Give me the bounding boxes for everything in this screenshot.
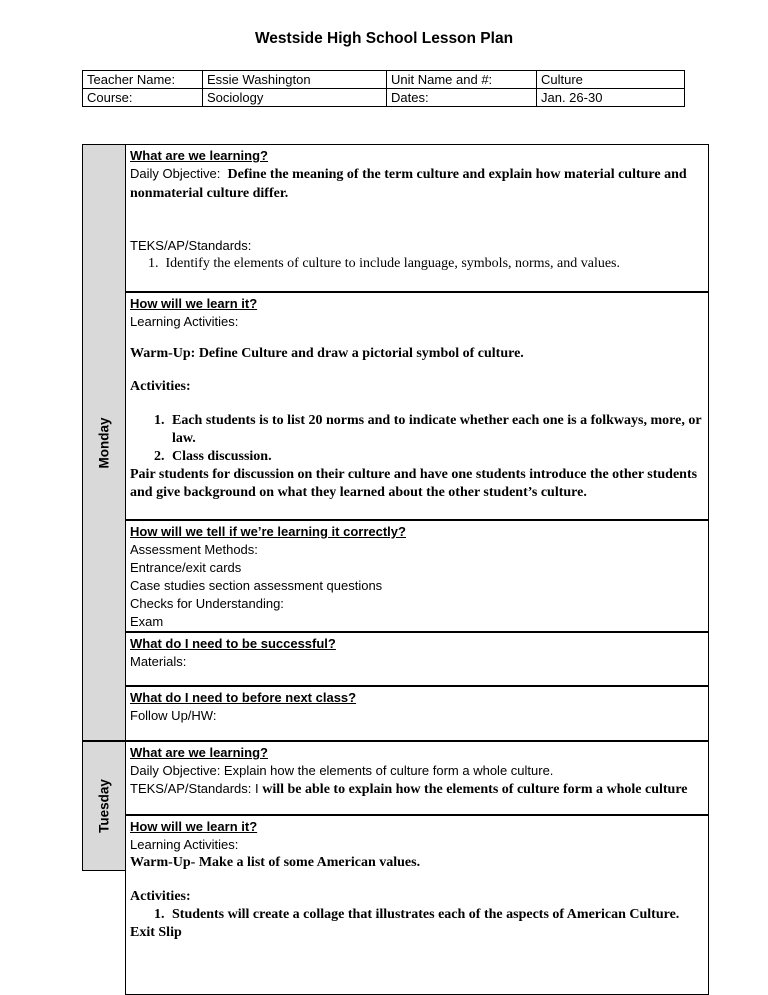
monday-assess-item: Case studies section assessment questions <box>130 578 383 593</box>
monday-activities-heading: Activities: <box>130 379 191 394</box>
monday-standards-label: TEKS/AP/Standards: <box>130 238 252 253</box>
tuesday-side-label <box>82 741 126 871</box>
unit-value: Culture <box>537 71 685 89</box>
tuesday-standards <box>130 780 704 799</box>
monday-how-heading: How will we learn it? <box>130 296 258 311</box>
monday-next-heading: What do I need to before next class? <box>130 690 357 705</box>
dates-value: Jan. 26-30 <box>537 89 685 107</box>
monday-how-section <box>125 292 709 520</box>
monday-assess-heading: How will we tell if we’re learning it correctly? <box>130 524 406 539</box>
monday-objective-label: Daily Objective: <box>130 166 221 181</box>
header-table <box>82 70 685 107</box>
monday-activity-2: 2. Class discussion. <box>168 448 704 466</box>
tuesday-standards-label: TEKS/AP/Standards: I <box>130 781 263 796</box>
monday-checks-item: Exam <box>130 614 164 629</box>
dates-label: Dates: <box>387 89 537 107</box>
tuesday-how-heading: How will we learn it? <box>130 819 258 834</box>
tuesday-objective: Daily Objective: Explain how the elements of culture form a whole culture. <box>130 763 554 778</box>
teacher-value: Essie Washington <box>203 71 387 89</box>
monday-assess-item: Entrance/exit cards <box>130 560 242 575</box>
monday-side-label <box>82 144 126 741</box>
monday-objective <box>130 165 704 203</box>
monday-learning-section <box>125 144 709 292</box>
teacher-label: Teacher Name: <box>83 71 203 89</box>
monday-success-heading: What do I need to be successful? <box>130 636 336 651</box>
unit-label: Unit Name and #: <box>387 71 537 89</box>
tuesday-label: Tuesday <box>96 779 112 833</box>
tuesday-activities-heading: Activities: <box>130 889 191 904</box>
monday-learning-heading: What are we learning? <box>130 148 268 163</box>
monday-activity-list <box>130 412 704 466</box>
monday-followup-label: Follow Up/HW: <box>130 708 217 723</box>
course-label: Course: <box>83 89 203 107</box>
monday-pair-text: Pair students for discussion on their culture and have one students introduce the other students and give background on what they learned about the other student’s culture. <box>130 467 698 500</box>
monday-label: Monday <box>96 416 112 469</box>
monday-warmup: Warm-Up: Define Culture and draw a pictorial symbol of culture. <box>130 346 524 361</box>
tuesday-warmup: Warm-Up- Make a list of some American values. <box>130 855 421 870</box>
course-value: Sociology <box>203 89 387 107</box>
monday-materials-label: Materials: <box>130 654 187 669</box>
tuesday-how-section <box>125 815 709 995</box>
tuesday-activity-list <box>130 906 704 924</box>
monday-checks-label: Checks for Understanding: <box>130 596 284 611</box>
monday-assessment-section <box>125 520 709 632</box>
monday-objective-text: Define the meaning of the term culture and explain how material culture and nonmaterial culture differ. <box>130 167 687 201</box>
monday-activities-label: Learning Activities: <box>130 314 239 329</box>
monday-materials-section <box>125 632 709 686</box>
monday-standards-item: 1. Identify the elements of culture to include language, symbols, norms, and values. <box>148 256 620 271</box>
monday-activity-1: 1. Each students is to list 20 norms and to indicate whether each one is a folkways, more, or law. <box>168 412 704 448</box>
tuesday-learning-section <box>125 741 709 815</box>
tuesday-standards-text: will be able to explain how the elements of culture form a whole culture <box>262 782 688 797</box>
tuesday-activity-1: 1. Students will create a collage that illustrates each of the aspects of American Culture. <box>168 906 704 924</box>
monday-next-section <box>125 686 709 741</box>
page-title: Westside High School Lesson Plan <box>254 30 514 47</box>
tuesday-exit-slip: Exit Slip <box>130 925 182 940</box>
tuesday-learning-heading: What are we learning? <box>130 745 268 760</box>
monday-assess-label: Assessment Methods: <box>130 542 258 557</box>
tuesday-activities-label: Learning Activities: <box>130 837 239 852</box>
